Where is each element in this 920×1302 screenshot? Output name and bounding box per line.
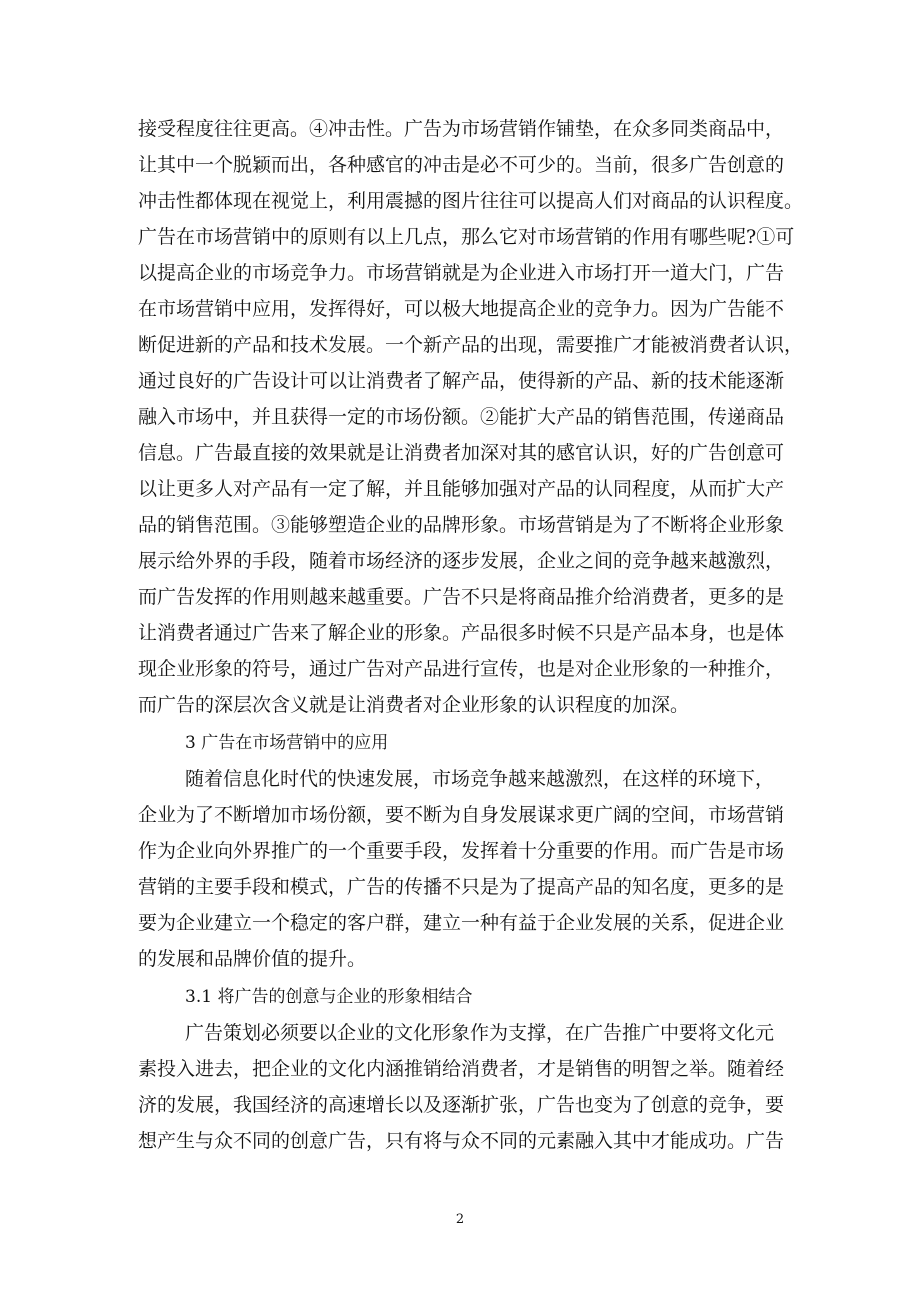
text-line: 想产生与众不同的创意广告，只有将与众不同的元素融入其中才能成功。广告	[138, 1130, 785, 1152]
text-line: 而广告的深层次含义就是让消费者对企业形象的认识程度的加深。	[138, 694, 690, 716]
text-line: 广告在市场营销中的原则有以上几点，那么它对市场营销的作用有哪些呢?①可	[138, 226, 795, 248]
text-line: 通过良好的广告设计可以让消费者了解产品，使得新的产品、新的技术能逐渐	[138, 370, 785, 392]
text-line: 广告策划必须要以企业的文化形象作为支撑，在广告推广中要将文化元	[185, 1022, 775, 1044]
text-line: 作为企业向外界推广的一个重要手段，发挥着十分重要的作用。而广告是市场	[138, 840, 785, 862]
text-line: 要为企业建立一个稳定的客户群，建立一种有益于企业发展的关系，促进企业	[138, 912, 785, 934]
text-line: 品的销售范围。③能够塑造企业的品牌形象。市场营销是为了不断将企业形象	[138, 514, 785, 536]
page-number: 2	[455, 1212, 465, 1227]
text-line: 而广告发挥的作用则越来越重要。广告不只是将商品推介给消费者，更多的是	[138, 586, 785, 608]
text-line: 让其中一个脱颖而出，各种感官的冲击是必不可少的。当前，很多广告创意的	[138, 154, 785, 176]
text-line: 断促进新的产品和技术发展。一个新产品的出现，需要推广才能被消费者认识，	[138, 334, 804, 356]
text-line: 冲击性都体现在视觉上，利用震撼的图片往往可以提高人们对商品的认识程度。	[138, 190, 804, 212]
text-line: 展示给外界的手段，随着市场经济的逐步发展，企业之间的竞争越来越激烈，	[138, 550, 785, 572]
text-line: 以让更多人对产品有一定了解，并且能够加强对产品的认同程度，从而扩大产	[138, 478, 785, 500]
text-line: 现企业形象的符号，通过广告对产品进行宣传，也是对企业形象的一种推介，	[138, 658, 785, 680]
text-line: 随着信息化时代的快速发展，市场竞争越来越激烈，在这样的环境下，	[185, 768, 775, 790]
text-line: 让消费者通过广告来了解企业的形象。产品很多时候不只是产品本身，也是体	[138, 622, 785, 644]
text-line: 济的发展，我国经济的高速增长以及逐渐扩张，广告也变为了创意的竞争，要	[138, 1094, 785, 1116]
section-heading: 3 广告在市场营销中的应用	[185, 733, 389, 753]
text-line: 接受程度往往更高。④冲击性。广告为市场营销作铺垫，在众多同类商品中，	[138, 118, 785, 140]
subsection-heading: 3.1 将广告的创意与企业的形象相结合	[185, 987, 473, 1007]
text-line: 信息。广告最直接的效果就是让消费者加深对其的感官认识，好的广告创意可	[138, 442, 785, 464]
text-line: 素投入进去，把企业的文化内涵推销给消费者，才是销售的明智之举。随着经	[138, 1058, 785, 1080]
text-line: 企业为了不断增加市场份额，要不断为自身发展谋求更广阔的空间，市场营销	[138, 804, 785, 826]
text-line: 营销的主要手段和模式，广告的传播不只是为了提高产品的知名度，更多的是	[138, 876, 785, 898]
text-line: 的发展和品牌价值的提升。	[138, 948, 367, 970]
text-line: 以提高企业的市场竞争力。市场营销就是为企业进入市场打开一道大门，广告	[138, 262, 785, 284]
text-line: 融入市场中，并且获得一定的市场份额。②能扩大产品的销售范围，传递商品	[138, 406, 785, 428]
text-line: 在市场营销中应用，发挥得好，可以极大地提高企业的竞争力。因为广告能不	[138, 298, 785, 320]
